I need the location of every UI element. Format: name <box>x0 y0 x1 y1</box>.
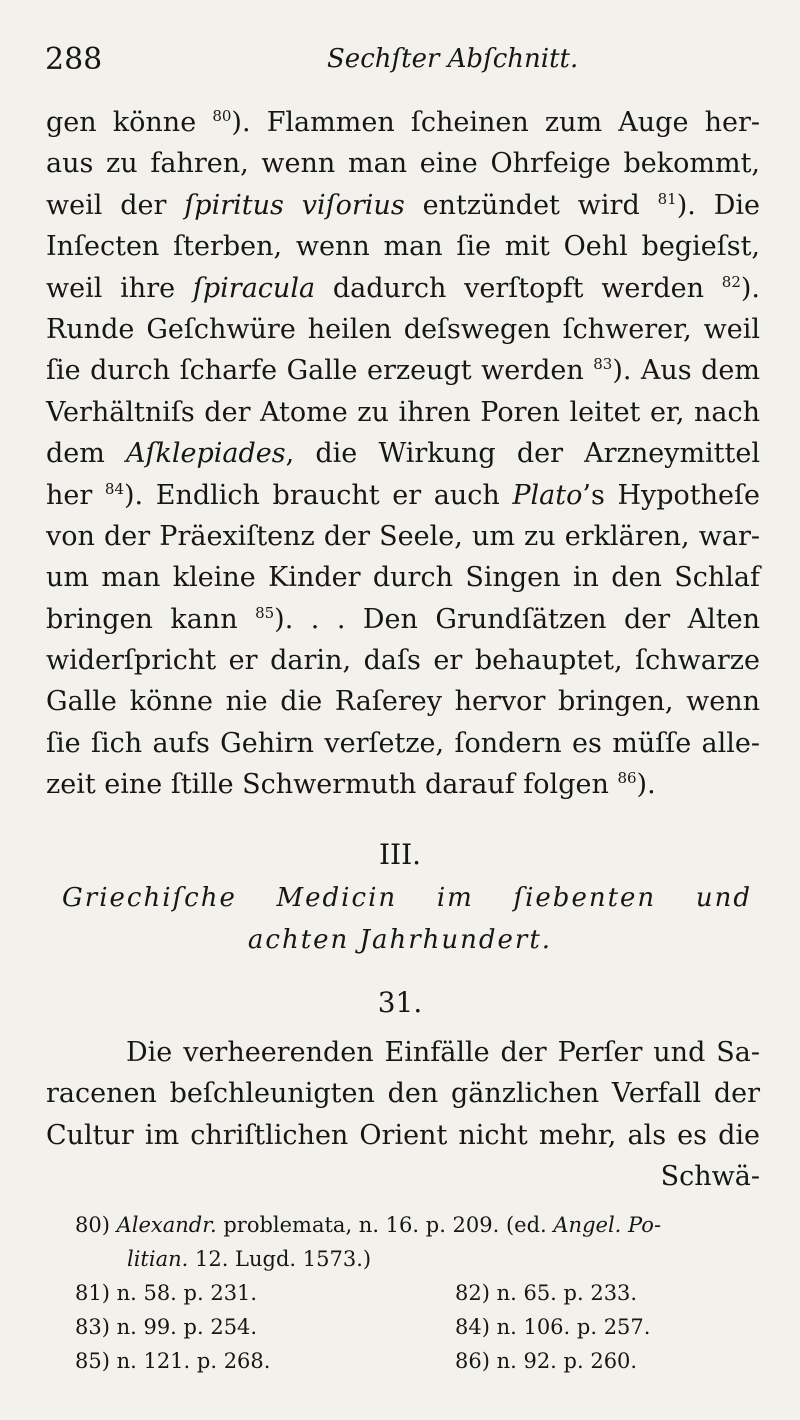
footnote-text-cont: 12. Lugd. 1573.) <box>188 1247 372 1271</box>
italic-text: ſpiracula <box>192 272 316 304</box>
footnote-84: 84) n. 106. p. 257. <box>455 1315 651 1339</box>
text-run: ſie durch ſcharfe Galle erzeugt werden <box>46 355 594 387</box>
text-line <box>46 185 760 226</box>
text-run: aus zu fahren, wenn man eine Ohrfeige bekommt, <box>46 148 760 180</box>
footnote-ref: 80 <box>212 107 232 125</box>
footnote-80-cont <box>75 1242 765 1276</box>
text-run: bringen kann <box>46 603 256 635</box>
text-line: Cultur im chriſtlichen Orient nicht mehr, als es die <box>46 1119 760 1151</box>
text-run: gen könne <box>46 107 213 138</box>
footnote-ref: 86 <box>617 769 637 788</box>
text-run: weil ihre <box>46 272 193 304</box>
footnote-86: 86) n. 92. p. 260. <box>455 1349 638 1373</box>
footnote-ref: 85 <box>255 603 275 622</box>
text-line <box>46 226 760 267</box>
text-run: ). <box>740 272 760 304</box>
text-run: Verhältniſs der Atome zu ihren Poren leitet er, nach <box>46 396 760 428</box>
italic-text: Aſklepiades <box>126 438 286 470</box>
footnote-85: 85) n. 121. p. 268. <box>75 1349 271 1373</box>
text-run: ). Die <box>676 189 760 221</box>
text-run: ). Flammen ſcheinen zum Auge her- <box>231 107 760 138</box>
page-number: 288 <box>45 42 103 77</box>
text-line <box>46 143 760 184</box>
text-run: ’s Hypotheſe <box>582 479 760 511</box>
footnote-81: 81) n. 58. p. 231. <box>75 1281 258 1305</box>
section-number: III. <box>378 838 422 871</box>
footnote-row <box>75 1276 765 1310</box>
catchword: Schwä- <box>660 1161 760 1193</box>
text-run: dem <box>46 438 127 470</box>
text-line <box>46 433 760 474</box>
text-line <box>46 764 760 805</box>
italic-text: Plato <box>512 479 583 511</box>
footnote-80 <box>75 1208 765 1242</box>
text-line <box>46 599 760 640</box>
text-line: Die verheerenden Einfälle der Perſer und Sa- <box>126 1037 760 1068</box>
footnote-ref: 82 <box>721 272 741 291</box>
footnote-editor-cont: litian. <box>127 1247 189 1271</box>
text-run: ). Aus dem <box>612 355 760 387</box>
text-run: ). . . Den Grundſätzen der Alten <box>274 603 760 635</box>
italic-text: ſpiritus viſorius <box>184 189 405 221</box>
paragraph-number: 31. <box>377 986 423 1019</box>
text-run: ſie ſich aufs Gehirn verſetze, ſondern es müſſe alle- <box>46 727 760 759</box>
text-run: entzündet wird <box>404 189 658 221</box>
footnote-number: 80) <box>75 1213 110 1237</box>
text-line <box>46 475 760 516</box>
text-line <box>46 557 760 598</box>
text-run: Runde Geſchwüre heilen deſswegen ſchwerer, weil <box>46 313 760 345</box>
footnote-ref: 81 <box>657 189 677 208</box>
text-line: racenen beſchleunigten den gänzlichen Verfall der <box>46 1078 760 1110</box>
section-title-line-1: Griechiſche Medicin im ſiebenten und <box>62 883 752 913</box>
text-line <box>46 681 760 722</box>
footnote-text: problemata, n. 16. p. 209. (ed. <box>216 1213 554 1237</box>
text-line <box>46 350 760 391</box>
text-run: dadurch verſtopft werden <box>315 272 722 304</box>
text-run: um man kleine Kinder durch Singen in den Schlaf <box>46 562 760 594</box>
text-run: von der Präexiſtenz der Seele, um zu erklären, war- <box>46 520 760 552</box>
text-line <box>46 268 760 309</box>
text-run: ). Endlich braucht er auch <box>124 479 513 511</box>
footnote-83: 83) n. 99. p. 254. <box>75 1315 258 1339</box>
text-run: , die Wirkung der Arzneymittel <box>285 438 760 470</box>
footnote-ref: 83 <box>593 355 613 374</box>
footnote-row <box>75 1310 765 1344</box>
section-text <box>46 1032 760 1198</box>
text-run: widerſpricht er darin, daſs er behauptet, ſchwarze <box>46 645 760 677</box>
text-run: her <box>46 479 105 511</box>
text-line <box>46 516 760 557</box>
footnote-author: Alexandr. <box>116 1213 217 1237</box>
footnote-82: 82) n. 65. p. 233. <box>455 1281 638 1305</box>
text-run: Galle könne nie die Raſerey hervor bringen, wenn <box>46 686 760 718</box>
text-line <box>46 392 760 433</box>
footnote-editor: Angel. Po- <box>553 1213 662 1237</box>
footnote-row <box>75 1344 765 1378</box>
text-line <box>46 640 760 681</box>
text-run: zeit eine ſtille Schwermuth darauf folgen <box>46 769 618 801</box>
footnotes <box>75 1208 765 1378</box>
text-line <box>46 723 760 764</box>
page-header <box>45 42 760 82</box>
footnote-ref: 84 <box>104 479 124 498</box>
text-run: Inſecten ſterben, wenn man ſie mit Oehl begieſst, <box>46 231 760 263</box>
text-run: ). <box>636 769 656 801</box>
main-text <box>46 102 760 806</box>
running-head: Sechſter Abſchnitt. <box>327 44 579 74</box>
text-line <box>46 102 760 143</box>
text-line <box>46 309 760 350</box>
text-run: weil der <box>46 189 185 221</box>
section-title-line-2: achten Jahrhundert. <box>247 925 553 955</box>
